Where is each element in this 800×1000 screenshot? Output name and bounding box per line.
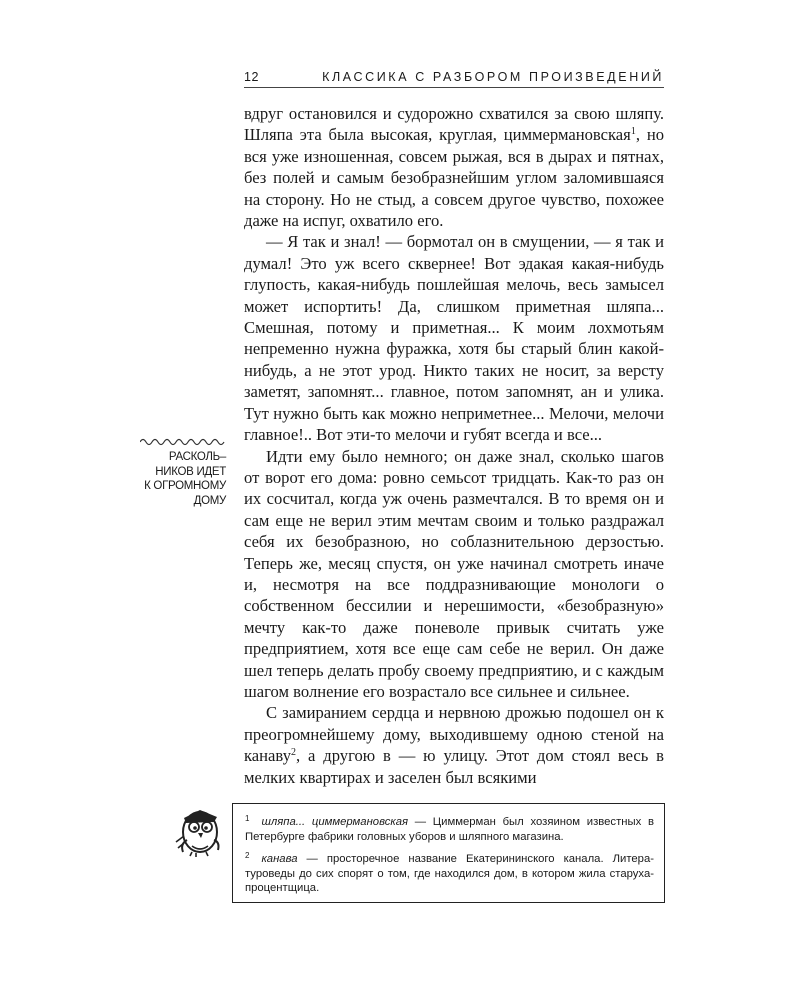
running-header xyxy=(244,66,664,88)
paragraph xyxy=(244,103,664,231)
paragraph-text: , а другою в — ю улицу. Этот дом стоял весь в мелких квартирах и заселен был всякими xyxy=(244,746,664,787)
paragraph-text: — Я так и знал! — бормотал он в смущении, — я так и думал! Это уж всего сквернее! Вот эдакая какая-нибудь глупость, какая-нибудь пошлейшая мелочь, весь замысел может испортить! Да, слишком приметная шляпа... Смешная, потому и приметная... К моим лохмотьям непременно нужна фуражка, хотя бы старый блин какой-нибудь, а не этот урод. Никто таких не носит, за версту заметят, запомнят... главное, потом запомнят, ан и улика. Тут нужно быть как можно неприметнее... Мелочи, мелочи главное!.. Вот эти-то мелочи и губят всегда и все... xyxy=(244,232,664,445)
footnote-number: 1 xyxy=(245,814,250,823)
owl-mascot-icon xyxy=(170,796,226,858)
footnote-term: шляпа... циммермановская xyxy=(261,816,409,828)
footnote-text: — Циммерман был хозяином известных в Петербурге фабрики головных уборов и шляпного магазина. xyxy=(245,816,654,843)
page-number: 12 xyxy=(244,70,259,84)
margin-note-line: К ОГРОМНОМУ xyxy=(144,480,226,492)
paragraph-text: Идти ему было немного; он даже знал, сколько шагов от ворот его дома: ровно семьсот тридцать. Как-то раз он их сосчитал, когда уж очень размечтался. В то время он и сам еще не верил этим мечтам своим и только раздражал себя их безобразною, но соблазнительною дерзостью. Теперь же, месяц спустя, он уже начинал смотреть иначе и, несмотря на все поддразнивающие монологи о собственном бессилии и нерешимости, «безобразную» мечту как-то даже поневоле привык считать уже предприятием, хотя все еще сам себе не верил. Он даже шел теперь делать пробу своему предприятию, и с каждым шагом волнение его возрастало все сильнее и сильнее. xyxy=(244,446,664,701)
paragraph-text: , но вся уже изношенная, совсем рыжая, вся в дырах и пятнах, без полей и самым безобразнейшим углом заломившаяся на сторону. Но не стыд, а совсем другое чувство, похожее даже на испуг, охватило его. xyxy=(244,125,664,231)
wave-ornament-icon xyxy=(140,436,226,446)
paragraph xyxy=(244,446,664,703)
footnotes-box xyxy=(232,803,665,903)
footnote-term: канава xyxy=(261,853,298,866)
main-text xyxy=(244,103,664,788)
margin-note-line: НИКОВ ИДЕТ xyxy=(155,465,226,478)
margin-note xyxy=(140,436,226,508)
footnote-number: 2 xyxy=(245,851,250,861)
footnote-ref[interactable]: 1 xyxy=(630,126,636,138)
paragraph-text: С замиранием сердца и нервною дрожью подошел он к преогромнейшему дому, выходившему одною стеной на канаву xyxy=(244,703,664,766)
footnote-ref[interactable]: 2 xyxy=(291,747,296,759)
paragraph-text: вдруг остановился и судорожно схватился за свою шляпу. Шляпа эта была высокая, круглая, циммермановская xyxy=(244,104,664,145)
running-title: КЛАССИКА С РАЗБОРОМ ПРОИЗВЕДЕНИЙ xyxy=(322,70,664,84)
paragraph xyxy=(244,702,664,788)
footnote xyxy=(245,849,654,896)
footnote xyxy=(245,812,654,844)
paragraph xyxy=(244,231,664,445)
margin-note-line: ДОМУ xyxy=(193,494,226,507)
margin-note-line: РАСКОЛЬ– xyxy=(168,451,226,463)
header-rule xyxy=(244,87,664,88)
footnote-text: — просторечное название Екатерининского канала. Литературоведы до сих спорят о том, где находился дом, в котором жила старуха-процентщица. xyxy=(245,853,654,895)
